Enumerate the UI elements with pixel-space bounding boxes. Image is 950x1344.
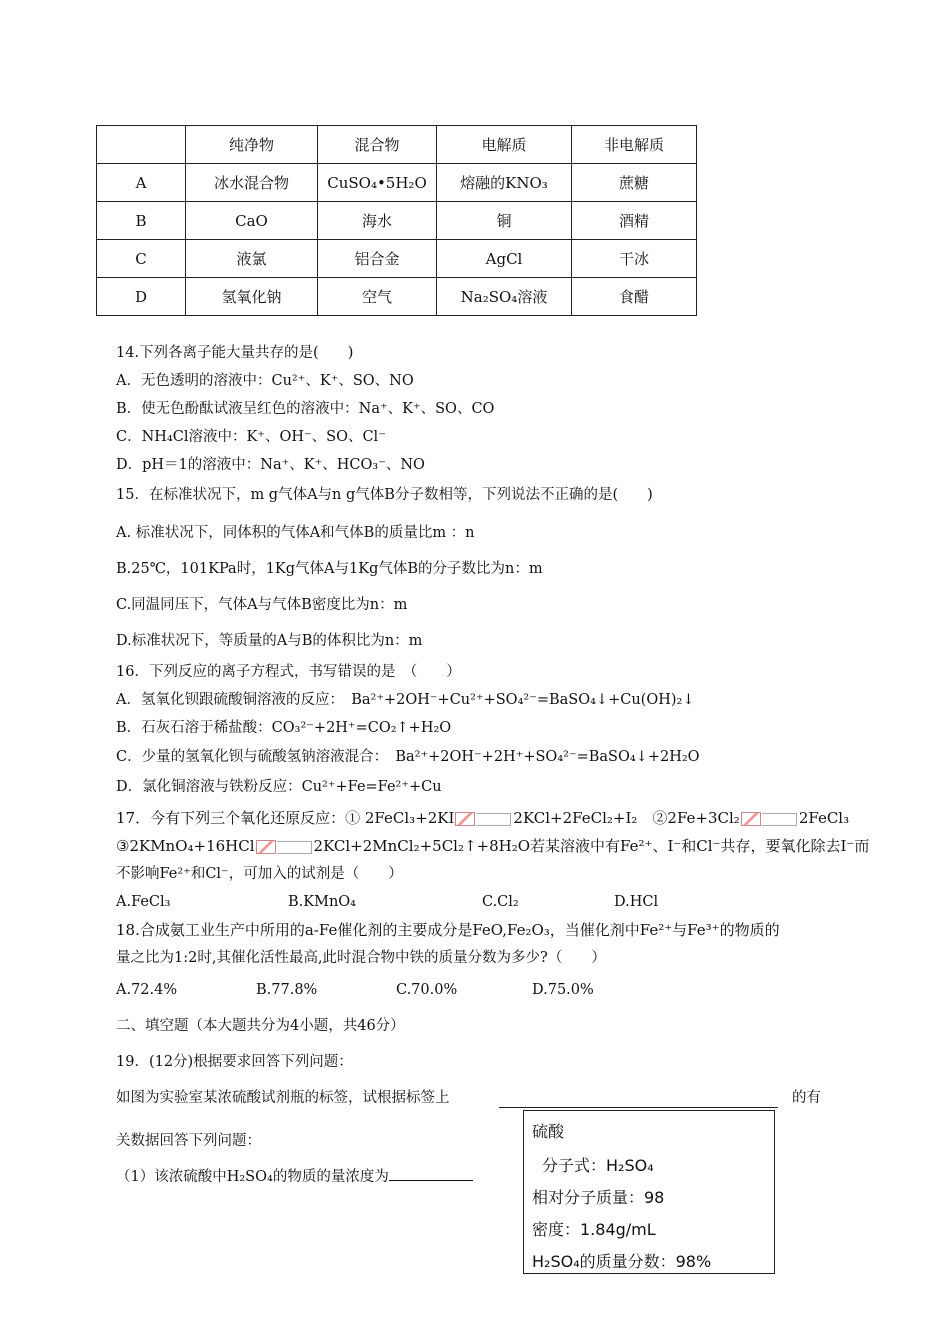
question-17-text: 2KCl+2MnCl₂+5Cl₂↑+8H₂O若某溶液中有Fe²⁺、I⁻和Cl⁻共存，要氧化除去I⁻而 [313,837,870,855]
table-row [97,278,697,316]
question-14-option-c: C．NH₄Cl溶液中：K⁺、OH⁻、SO、Cl⁻ [116,429,386,445]
table-cell: A [97,164,186,202]
question-15-stem: 15．在标准状况下，m g气体A与n g气体B分子数相等，下列说法不正确的是( ) [116,487,653,503]
arrow-placeholder [277,841,312,854]
table-cell: 铝合金 [318,240,437,278]
question-17-option-d: D.HCl [614,894,659,910]
broken-image-icon [256,840,276,854]
arrow-placeholder [476,813,511,826]
broken-image-icon [455,812,475,826]
table-cell: 干冰 [572,240,697,278]
question-19-line-1a: 如图为实验室某浓硫酸试剂瓶的标签，试根据标签上 [116,1090,450,1106]
question-14-option-d: D．pH＝1的溶液中：Na⁺、K⁺、HCO₃⁻、NO [116,457,425,473]
table-row [97,240,697,278]
question-17-text: 2FeCl₃ [798,809,850,827]
label-molar-mass: 相对分子质量：98 [532,1188,665,1207]
question-19-stem: 19．(12分)根据要求回答下列问题： [116,1054,353,1070]
question-19-part-1-text: （1）该浓硫酸中H₂SO₄的物质的量浓度为 [116,1169,389,1185]
question-17-text: 17．今有下列三个氧化还原反应：① 2FeCl₃+2KI [116,809,455,827]
question-17-option-c: C.Cl₂ [482,894,519,910]
section-heading: 二、填空题（本大题共分为4小题，共46分） [116,1018,405,1034]
table-row [97,164,697,202]
question-17-option-a: A.FeCl₃ [116,894,171,910]
question-18-option-a: A.72.4% [116,982,178,998]
question-14-option-b: B．使无色酚酞试液呈红色的溶液中：Na⁺、K⁺、SO、CO [116,401,495,417]
question-16-stem: 16．下列反应的离子方程式，书写错误的是 （ ） [116,664,461,680]
table-header-cell: 混合物 [318,126,437,164]
table-header-cell: 电解质 [437,126,572,164]
question-16-option-a: A．氢氧化钡跟硫酸铜溶液的反应： Ba²⁺+2OH⁻+Cu²⁺+SO₄²⁻=BaSO₄↓+Cu(OH)₂↓ [116,692,695,708]
question-19-part-1 [116,1166,473,1187]
table-cell: 食醋 [572,278,697,316]
table-cell: 液氯 [186,240,318,278]
table-cell: CaO [186,202,318,240]
table-header-cell: 非电解质 [572,126,697,164]
question-16-option-c: C．少量的氢氧化钡与硫酸氢钠溶液混合： Ba²⁺+2OH⁻+2H⁺+SO₄²⁻=BaSO₄↓+2H₂O [116,749,700,765]
table-cell: 蔗糖 [572,164,697,202]
table-cell: 铜 [437,202,572,240]
label-formula: 分子式：H₂SO₄ [542,1156,654,1175]
table-cell: Na₂SO₄溶液 [437,278,572,316]
question-19-line-2: 关数据回答下列问题： [116,1133,261,1149]
table-cell: B [97,202,186,240]
label-title: 硫酸 [532,1122,565,1141]
arrow-placeholder [762,813,797,826]
question-15-option-c: C.同温同压下，气体A与气体B密度比为n：m [116,597,408,613]
question-17-line-3: 不影响Fe²⁺和Cl⁻，可加入的试剂是（ ） [116,866,403,882]
classification-table [96,125,697,316]
question-14-option-a: A．无色透明的溶液中：Cu²⁺、K⁺、SO、NO [116,373,414,389]
question-17-line-1 [116,808,849,828]
table-header-cell: 纯净物 [186,126,318,164]
answer-blank [389,1166,473,1181]
table-cell: 熔融的KNO₃ [437,164,572,202]
question-17-text: 2KCl+2FeCl₂+I₂ ②2Fe+3Cl₂ [513,809,740,827]
table-cell: 空气 [318,278,437,316]
question-15-option-b: B.25℃，101KPa时，1Kg气体A与1Kg气体B的分子数比为n：m [116,561,543,577]
table-cell: 海水 [318,202,437,240]
table-cell: 冰水混合物 [186,164,318,202]
question-18-option-b: B.77.8% [256,982,318,998]
label-mass-fraction: H₂SO₄的质量分数：98% [532,1252,712,1271]
table-cell: 酒精 [572,202,697,240]
question-15-option-a: A. 标准状况下，同体积的气体A和气体B的质量比m ：n [116,525,475,541]
question-16-option-d: D．氯化铜溶液与铁粉反应：Cu²⁺+Fe=Fe²⁺+Cu [116,779,442,795]
table-row [97,202,697,240]
table-cell: C [97,240,186,278]
broken-image-icon [741,812,761,826]
label-density: 密度：1.84g/mL [532,1220,656,1239]
reagent-label [523,1110,775,1274]
table-header-cell [97,126,186,164]
question-19-line-1b: 的有 [792,1090,821,1106]
question-18-option-c: C.70.0% [396,982,458,998]
table-cell: AgCl [437,240,572,278]
label-top-line [499,1107,778,1108]
question-15-option-d: D.标准状况下，等质量的A与B的体积比为n：m [116,633,423,649]
question-17-text: ③2KMnO₄+16HCl [116,837,255,855]
question-18-line-2: 量之比为1:2时,其催化活性最高,此时混合物中铁的质量分数为多少?（ ） [116,950,606,966]
table-cell: CuSO₄•5H₂O [318,164,437,202]
table-cell: D [97,278,186,316]
question-17-option-b: B.KMnO₄ [288,894,356,910]
table-cell: 氢氧化钠 [186,278,318,316]
question-18-option-d: D.75.0% [532,982,594,998]
question-18-line-1: 18.合成氨工业生产中所用的a-Fe催化剂的主要成分是FeO,Fe₂O₃，当催化剂中Fe²⁺与Fe³⁺的物质的 [116,921,780,939]
question-16-option-b: B．石灰石溶于稀盐酸：CO₃²⁻+2H⁺=CO₂↑+H₂O [116,720,452,736]
table-header-row [97,126,697,164]
question-17-line-2 [116,836,869,856]
question-14-stem: 14.下列各离子能大量共存的是( ) [116,345,354,361]
